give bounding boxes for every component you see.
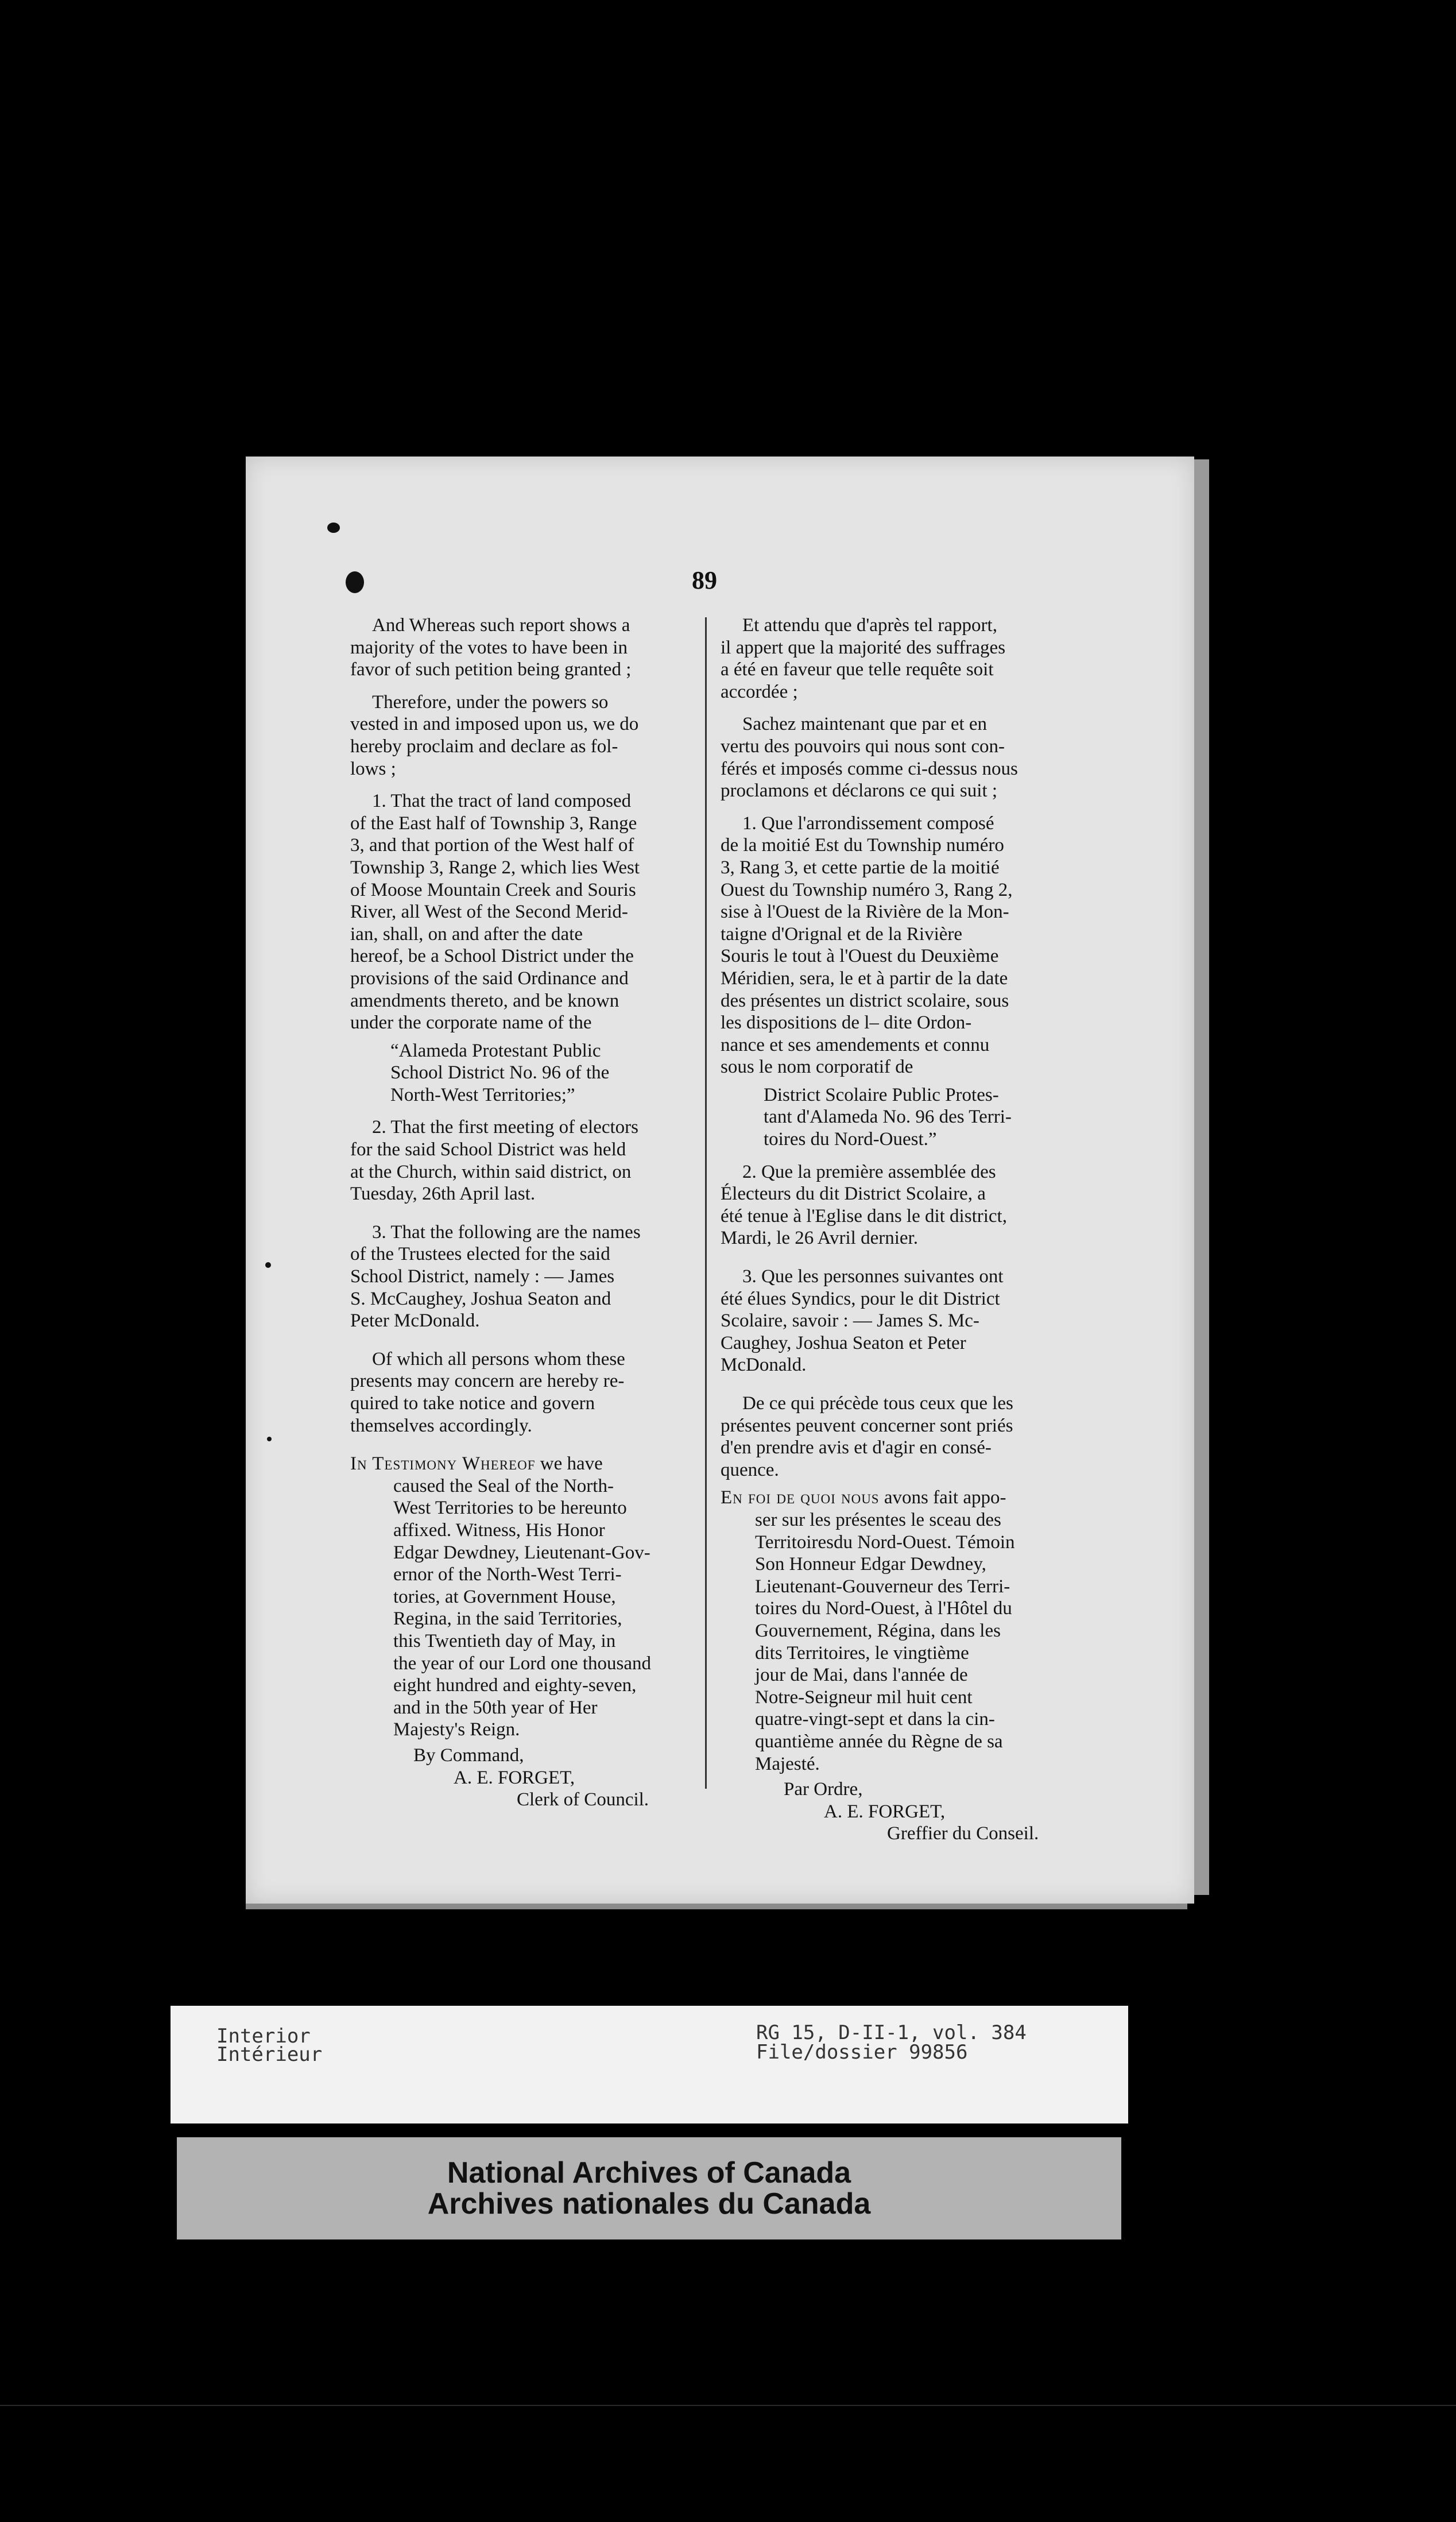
margin-dot-mark: [265, 1262, 271, 1268]
page-edge: [1194, 459, 1209, 1895]
ink-blot-mark: [346, 571, 364, 593]
testimony-block: [350, 1453, 689, 1741]
archive-reference-label: [171, 2006, 1128, 2123]
department-en: Interior: [216, 2025, 311, 2048]
english-column: [350, 614, 689, 1811]
page-number: 89: [692, 566, 717, 594]
film-scan-line: [0, 2405, 1456, 2406]
paragraph-item-2-fr: 2. Que la première assemblée des Électeurs du dit District Scolaire, a été tenue à l'Eglise dans le dit district, Mardi, le 26 Avril dernier.: [721, 1161, 1007, 1249]
signature-by-command: By Command,: [413, 1744, 524, 1766]
signature-name: A. E. FORGET,: [454, 1767, 575, 1788]
archive-banner-fr: Archives nationales du Canada: [427, 2187, 871, 2221]
paragraph-item-3: 3. That the following are the names of the Trustees elected for the said School District, namely : — James S. McCaughey, Joshua Seaton and Peter McDonald.: [350, 1221, 641, 1332]
testimony-lead-fr: En foi de quoi nous: [721, 1487, 880, 1508]
paragraph-notice-fr: De ce qui précède tous ceux que les présentes peuvent concerner sont priés d'en prendre avis et d'agir en consé- quence.: [721, 1393, 1013, 1480]
signature-name-fr: A. E. FORGET,: [824, 1801, 946, 1822]
paragraph-item-2: 2. That the first meeting of electors for the said School District was held at the Church, within said district, on Tuesday, 26th April last.: [350, 1117, 638, 1205]
testimony-block-fr: [721, 1487, 1059, 1775]
reference-line-1: RG 15, D-II-1, vol. 384: [756, 2021, 1027, 2044]
paragraph-item-1: 1. That the tract of land composed of the East half of Township 3, Range 3, and that portion of the West half of Township 3, Range 2, which lies West of Moose Mountain Creek and Souris River, all West of the Second Merid- ian, shall, on and after the date hereof, be a School District under the provisions of the said Ordinance and amendments thereto, and be known under the corporate name of the: [350, 791, 640, 1034]
signature-par-ordre: Par Ordre,: [784, 1779, 863, 1800]
paragraph-item-1-fr: 1. Que l'arrondissement composé de la moitié Est du Township numéro 3, Rang 3, et cette partie de la moitié Ouest du Township numéro 3, Rang 2, sise à l'Ouest de la Rivière de la Mon- taigne d'Orignal et de la Rivière Souris le tout à l'Ouest du Deuxième Méridien, sera, le et à partir de la date des présentes un district scolaire, sous les dispositions de l– dite Ordon- nance et ses amendements et connu sous le nom corporatif de: [721, 813, 1013, 1078]
district-name-quote-fr: District Scolaire Public Protes- tant d'Alameda No. 96 des Terri- toires du Nord-Ouest.”: [764, 1084, 1012, 1150]
column-divider: [705, 617, 707, 1789]
french-column: [721, 614, 1059, 1845]
district-name-quote: “Alameda Protestant Public School District No. 96 of the North-West Territories;”: [390, 1040, 610, 1105]
archive-banner: [177, 2137, 1121, 2239]
signature-title: Clerk of Council.: [517, 1789, 649, 1811]
archive-banner-en: National Archives of Canada: [447, 2156, 851, 2190]
paragraph-attendu: Et attendu que d'après tel rapport, il appert que la majorité des suffrages a été en faveur que telle requête soit accordée ;: [721, 615, 1006, 702]
paragraph-notice: Of which all persons whom these presents may concern are hereby re- quired to take notice and govern themselves accordingly.: [350, 1348, 625, 1436]
signature-title-fr: Greffier du Conseil.: [887, 1823, 1039, 1844]
paragraph-sachez: Sachez maintenant que par et en vertu des pouvoirs qui nous sont con- férés et imposés comme ci-dessus nous proclamons et déclarons ce qui suit ;: [721, 714, 1018, 802]
paragraph-item-3-fr: 3. Que les personnes suivantes ont été élues Syndics, pour le dit District Scolaire, savoir : — James S. Mc- Caughey, Joshua Seaton et Peter McDonald.: [721, 1266, 1004, 1376]
testimony-first-line-fr: avons fait appo-: [879, 1487, 1006, 1508]
testimony-lead: In Testimony Whereof: [350, 1453, 536, 1475]
department-fr: Intérieur: [216, 2043, 323, 2066]
testimony-body-fr: ser sur les présentes le sceau des Territoiresdu Nord-Ouest. Témoin Son Honneur Edgar Dewdney, Lieutenant-Gouverneur des Terri- toires du Nord-Ouest, à l'Hôtel du Gouvernement, Régina, dans les dits Territoires, le vingtième jour de Mai, dans l'année de Notre-Seigneur mil huit cent quatre-vingt-sept et dans la cin- quantième année du Règne de sa Majesté.: [755, 1509, 1015, 1774]
reference-line-2: File/dossier 99856: [756, 2041, 968, 2064]
paragraph-therefore: Therefore, under the powers so vested in and imposed upon us, we do hereby proclaim and declare as fol- lows ;: [350, 691, 639, 779]
testimony-first-line: we have: [535, 1453, 603, 1475]
margin-dot-mark: [267, 1437, 272, 1441]
paragraph-whereas: And Whereas such report shows a majority of the votes to have been in favor of such petition being granted ;: [350, 615, 632, 680]
ink-blot-mark: [327, 523, 340, 533]
testimony-body: caused the Seal of the North- West Territories to be hereunto affixed. Witness, His Honor Edgar Dewdney, Lieutenant-Gov- ernor of the North-West Terri- tories, at Government House, Regina, in the said Territories, this Twentieth day of May, in the year of our Lord one thousand eight hundred and eighty-seven, and in the 50th year of Her Majesty's Reign.: [393, 1475, 652, 1740]
page-bottom-edge: [246, 1904, 1187, 1909]
